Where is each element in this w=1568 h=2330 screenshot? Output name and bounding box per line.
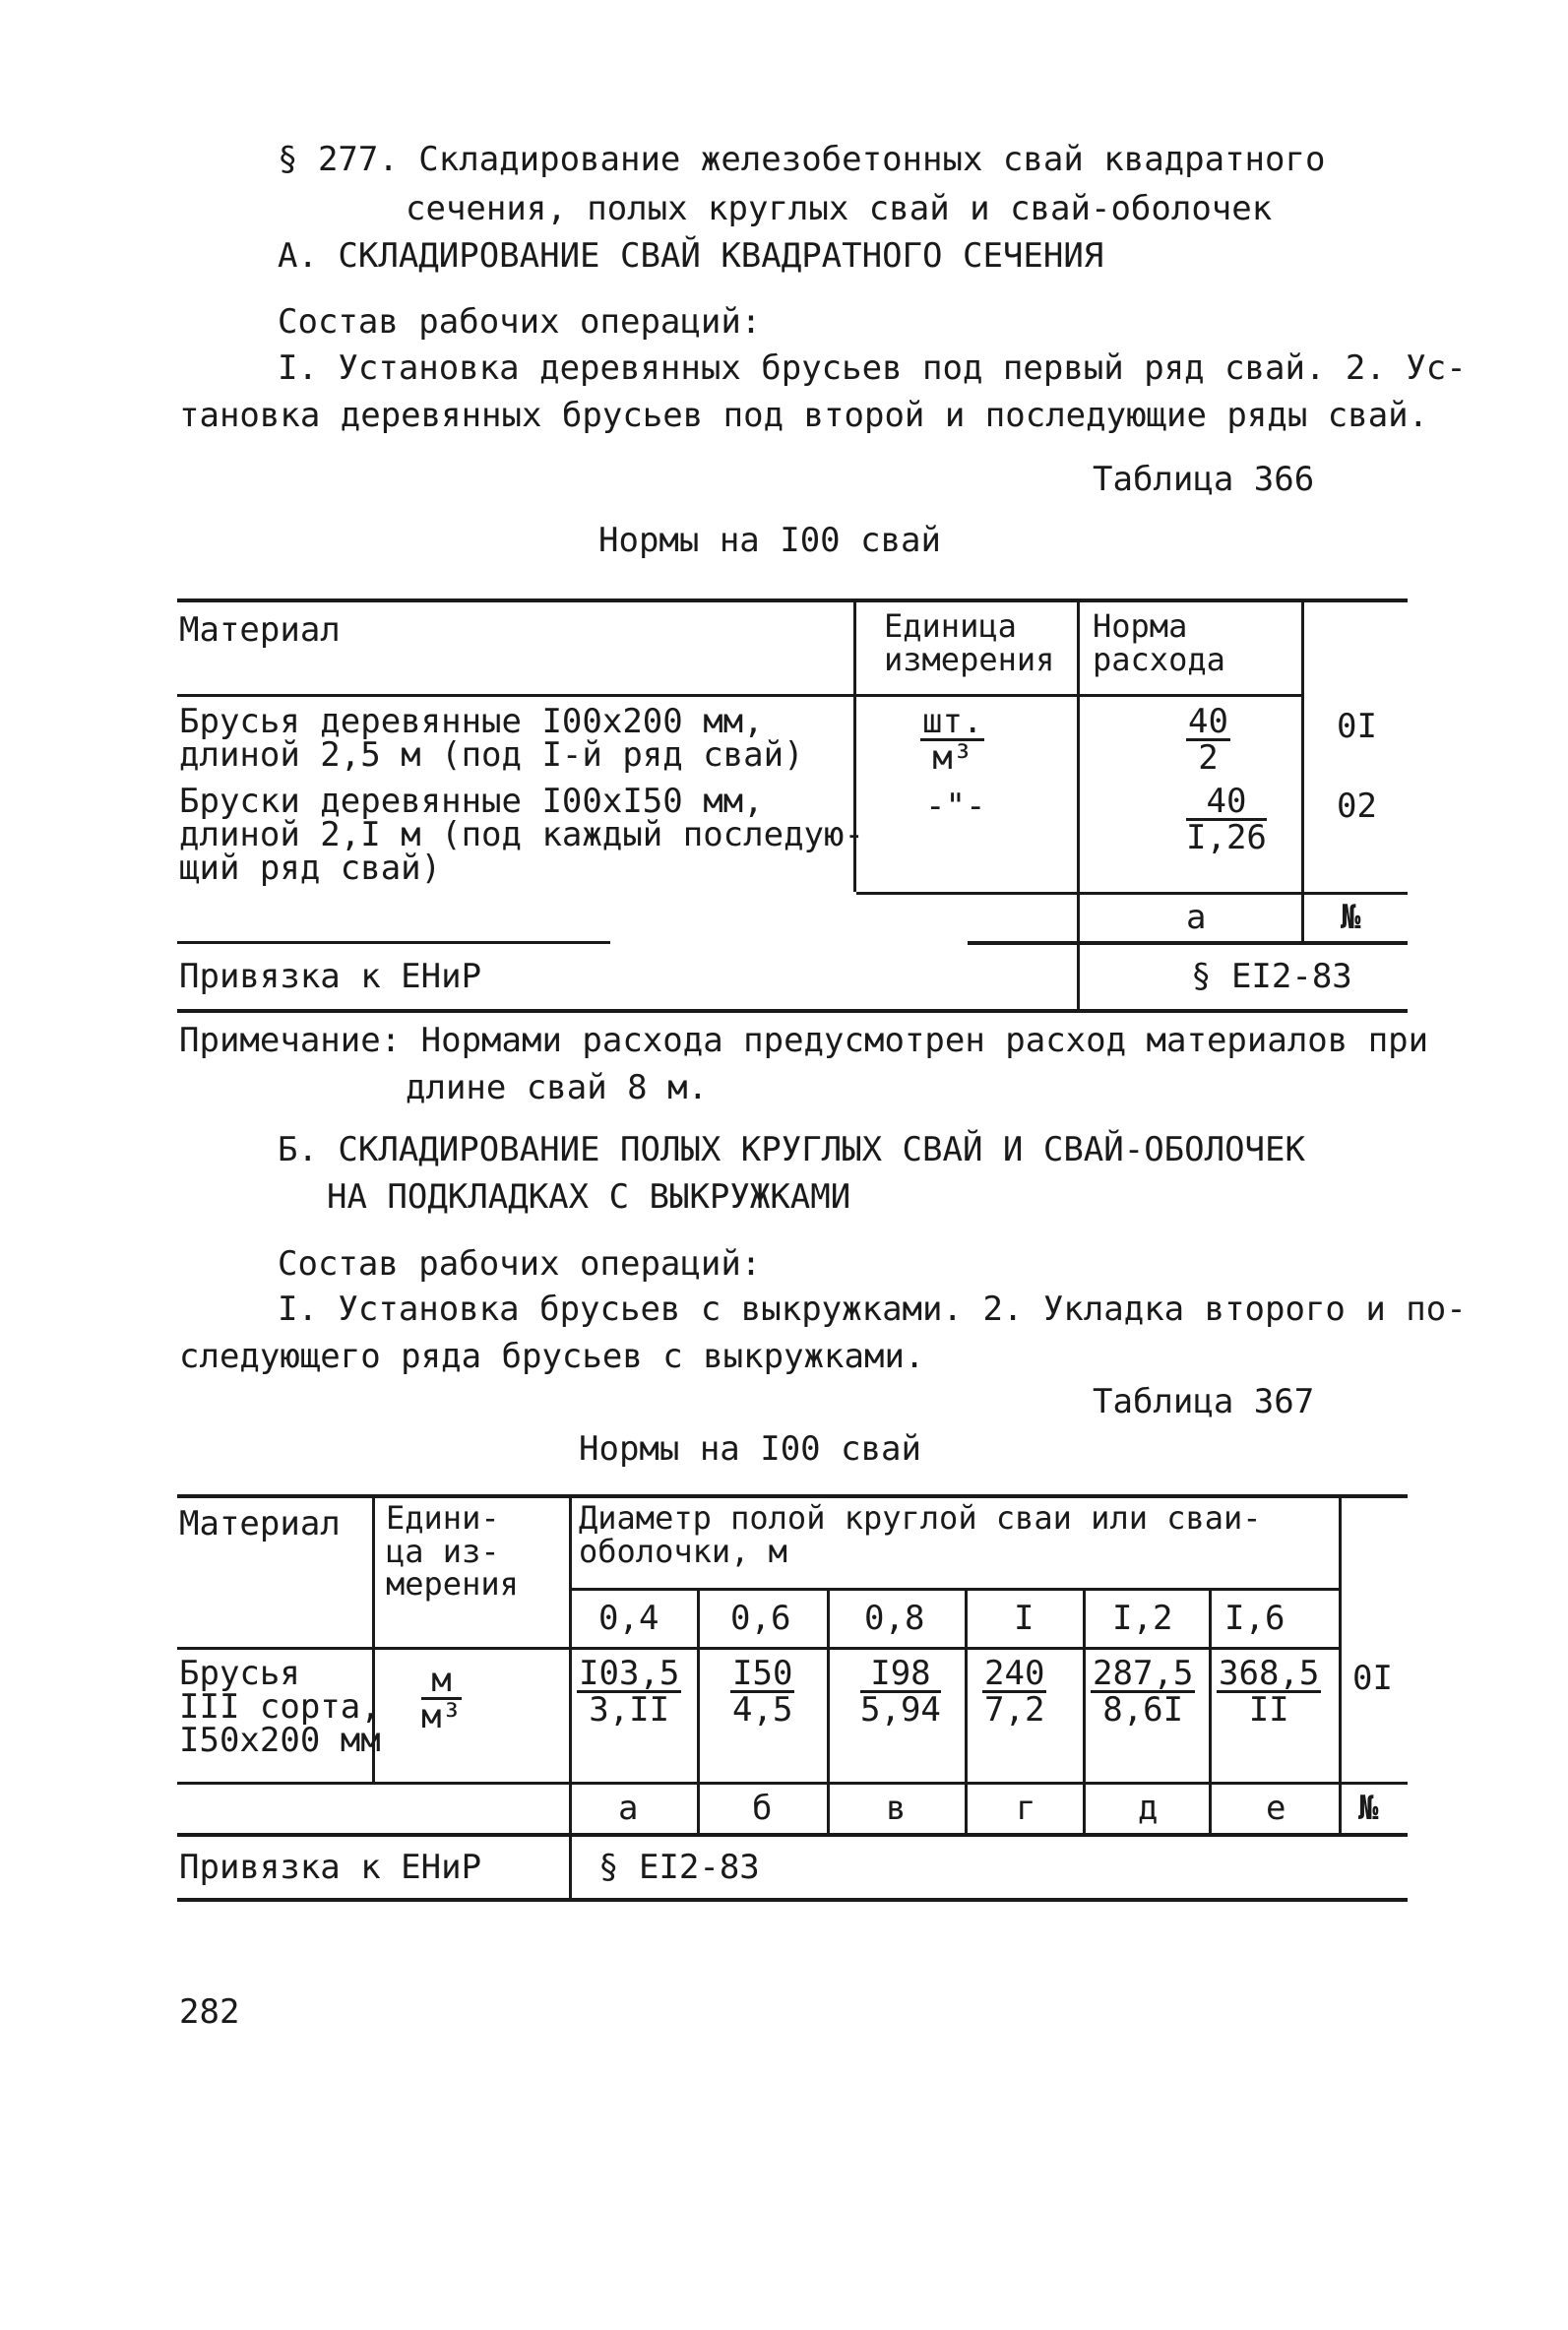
- col-unit-line2: измерения: [884, 640, 1055, 678]
- table-row: [179, 782, 864, 888]
- material-line: III сорта,: [179, 1687, 381, 1727]
- value-num: I98: [860, 1657, 941, 1693]
- table-366-caption: Нормы на I00 свай: [598, 521, 941, 560]
- col-unit-line2: ца из-: [386, 1532, 500, 1570]
- column-letter: а: [1186, 898, 1207, 937]
- table-367-number: Таблица 367: [1093, 1382, 1315, 1421]
- value-fraction: [860, 1654, 941, 1733]
- binding-value: § ЕI2-83: [598, 1848, 760, 1887]
- part-b-ops-line1: I. Установка брусьев с выкружками. 2. Укладка второго и по-: [278, 1290, 1467, 1329]
- material-line: I50х200 мм: [179, 1721, 381, 1760]
- diameter-header: I: [1014, 1599, 1035, 1638]
- material-line: Брусья: [179, 1654, 300, 1693]
- norm-fraction: [1186, 702, 1230, 782]
- table-367-caption: Нормы на I00 свай: [579, 1429, 921, 1469]
- diameter-header: I,2: [1112, 1599, 1173, 1638]
- col-unit-line1: Едини-: [386, 1499, 500, 1537]
- column-letter: а: [618, 1789, 639, 1828]
- material-line: длиной 2,5 м (под I-й ряд свай): [179, 735, 804, 775]
- binding-value: § ЕI2-83: [1191, 957, 1352, 996]
- number-sign: №: [1341, 898, 1361, 937]
- value-fraction: [982, 1654, 1046, 1733]
- value-fraction: [1217, 1654, 1321, 1733]
- col-diameter-line2: оболочки, м: [579, 1532, 787, 1570]
- material-line: Брусья деревянные I00х200 мм,: [179, 702, 764, 741]
- page-number: 282: [179, 1992, 240, 2032]
- value-den: 7,2: [984, 1690, 1045, 1730]
- value-num: 368,5: [1219, 1654, 1320, 1693]
- column-letter: в: [886, 1789, 907, 1828]
- value-den: 4,5: [732, 1690, 793, 1730]
- value-num: I50: [732, 1654, 793, 1693]
- norm-num: 40: [1186, 785, 1267, 821]
- col-unit-header: [884, 607, 1055, 678]
- col-material-header: Материал: [179, 610, 341, 650]
- unit-fraction: [421, 1661, 462, 1740]
- row-code: 02: [1337, 787, 1377, 826]
- part-a-heading: А. СКЛАДИРОВАНИЕ СВАЙ КВАДРАТНОГО СЕЧЕНИЯ: [278, 236, 1104, 276]
- number-sign: №: [1358, 1789, 1379, 1828]
- col-norm-header: [1093, 607, 1225, 678]
- section-title-line1: § 277. Складирование железобетонных свай квадратного: [278, 140, 1326, 179]
- col-norm-line1: Норма: [1093, 607, 1188, 645]
- value-den: 8,6I: [1102, 1690, 1184, 1730]
- value-num: I03,5: [579, 1654, 680, 1693]
- diameter-header: 0,6: [730, 1599, 791, 1638]
- part-a-ops-label: Состав рабочих операций:: [278, 302, 762, 342]
- part-b-heading-line2: НА ПОДКЛАДКАХ С ВЫКРУЖКАМИ: [327, 1177, 851, 1217]
- col-unit-header: [386, 1499, 519, 1604]
- part-b-heading-line1: Б. СКЛАДИРОВАНИЕ ПОЛЫХ КРУГЛЫХ СВАЙ И СВАЙ-ОБОЛОЧЕК: [278, 1130, 1305, 1169]
- binding-label: Привязка к ЕНиР: [179, 1848, 482, 1887]
- column-letter: б: [752, 1789, 773, 1828]
- material-line: длиной 2,I м (под каждый последую-: [179, 815, 864, 854]
- diameter-header: I,6: [1224, 1599, 1286, 1638]
- unit-den: м³: [932, 738, 973, 778]
- value-fraction: [730, 1654, 794, 1733]
- diameter-header: 0,8: [864, 1599, 925, 1638]
- binding-label: Привязка к ЕНиР: [179, 957, 482, 996]
- diameter-header: 0,4: [598, 1599, 659, 1638]
- column-letter: д: [1138, 1789, 1159, 1828]
- unit-ditto: -"-: [925, 787, 986, 826]
- col-norm-line2: расхода: [1093, 640, 1225, 678]
- value-num: 240: [984, 1654, 1045, 1693]
- col-material-header: Материал: [179, 1504, 341, 1543]
- value-den: 5,94: [860, 1690, 941, 1730]
- row-code: 0I: [1337, 707, 1377, 746]
- material-line: щий ряд свай): [179, 849, 442, 888]
- part-a-ops-line2: тановка деревянных брусьев под второй и последующие ряды свай.: [179, 396, 1429, 435]
- note-line2: длине свай 8 м.: [406, 1068, 709, 1107]
- unit-num: шт.: [922, 702, 983, 741]
- unit-den: м³: [421, 1697, 462, 1736]
- col-unit-line3: мерения: [386, 1565, 519, 1604]
- column-letter: е: [1266, 1789, 1286, 1828]
- material-line: Бруски деревянные I00хI50 мм,: [179, 782, 764, 821]
- table-row: [179, 702, 804, 775]
- norm-fraction: [1186, 782, 1267, 861]
- part-b-ops-label: Состав рабочих операций:: [278, 1244, 762, 1284]
- col-unit-line1: Единица: [884, 607, 1017, 645]
- row-code: 0I: [1352, 1659, 1393, 1698]
- column-letter: г: [1016, 1789, 1036, 1828]
- part-a-ops-line1: I. Установка деревянных брусьев под первый ряд свай. 2. Ус-: [278, 348, 1467, 388]
- unit-fraction: [920, 702, 984, 782]
- norm-den: I,26: [1186, 818, 1267, 857]
- material-cell: [179, 1654, 381, 1760]
- part-b-ops-line2: следующего ряда брусьев с выкружками.: [179, 1337, 925, 1376]
- norm-den: 2: [1198, 738, 1219, 778]
- col-diameter-header: [579, 1499, 1262, 1570]
- value-den: 3,II: [589, 1690, 670, 1730]
- value-den: II: [1248, 1690, 1289, 1730]
- section-title-line2: сечения, полых круглых свай и свай-оболочек: [406, 189, 1273, 228]
- value-fraction: [577, 1654, 681, 1733]
- note-line1: Примечание: Нормами расхода предусмотрен расход материалов при: [179, 1021, 1429, 1060]
- norm-num: 40: [1188, 702, 1228, 741]
- value-num: 287,5: [1093, 1654, 1194, 1693]
- col-diameter-line1: Диаметр полой круглой сваи или сваи-: [579, 1499, 1262, 1537]
- table-366-number: Таблица 366: [1093, 460, 1315, 499]
- value-fraction: [1091, 1654, 1195, 1733]
- unit-num: м: [421, 1664, 462, 1700]
